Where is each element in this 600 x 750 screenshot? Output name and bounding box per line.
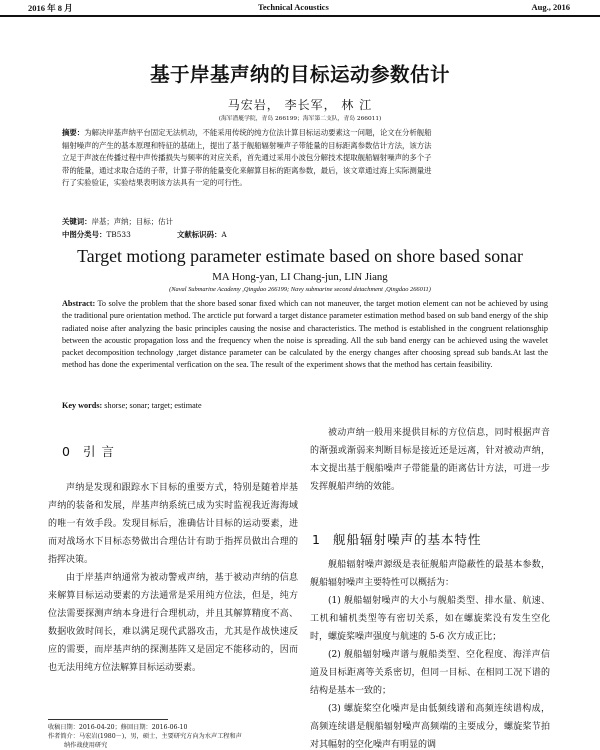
abstract-cn-line: 立足于声波在传播过程中声传播损失与频率的对应关系，首先通过采用小波包分解技术提取舰船辐射噪声的多个子 <box>62 153 432 163</box>
section-heading-0 <box>62 442 115 460</box>
footnote-author: 作者简介：马宏岩(1980－)，男，硕士，主要研究方向为水声工程和声 <box>48 733 242 740</box>
paragraph: (3) 螺旋桨空化噪声是由低频线谱和高频连续谱构成，高频连续谱是舰船辐射噪声高频端的主要成分，螺旋桨节拍对其幅射的空化噪声有明显的调 <box>310 704 550 750</box>
keywords-en-text: shorse; sonar; target; estimate <box>104 401 202 410</box>
doc-code-label: 文献标识码： <box>177 230 222 239</box>
keywords-cn-label: 关键词： <box>62 217 92 226</box>
header-journal: Technical Acoustics <box>258 2 329 12</box>
abstract-en-label: Abstract: <box>62 299 96 308</box>
paragraph: (2) 舰船辐射噪声谱与舰船类型、空化程度、海洋声信道及目标距离等关系密切，但同一目标、在相同工况下谱的结构是基本一致的； <box>310 650 550 696</box>
footnote-received: 收稿日期：2016-04-20；修回日期：2016-06-10 <box>48 724 188 731</box>
section-number-0: 0 <box>62 444 71 459</box>
header-date-en: Aug., 2016 <box>531 2 570 12</box>
keywords-en-label: Key words: <box>62 401 103 410</box>
footnote-rule <box>48 719 168 720</box>
paragraph: 声纳是发现和跟踪水下目标的重要方式，特别是随着岸基声纳的装备和发展，岸基声纳系统已成为实时监视我近海海域的唯一有效手段。发现目标后，准确估计目标的运动要素，进而对战场水下目标态势做出合理估计有助于指挥员做出合理的指挥决策。 <box>48 483 298 565</box>
abstract-cn-line: 为解决岸基声纳平台固定无法机动，不能采用传统的纯方位法计算目标运动要素这一问题，论文在分析舰船 <box>84 128 432 137</box>
header-date: 2016 年 8 月 <box>28 3 73 13</box>
paragraph: 由于岸基声纳通常为被动警戒声纳，基于被动声纳的信息来解算目标运动要素的方法通常是采用纯方位法，但是，纯方位法需要探测声纳本身进行合理机动，并且其解算精度不高、数据收敛时间长，难以满足现代武器攻击，尤其是作战快速反应的需要，而岸基声纳的探测基阵又是固定不能移动的，因而也无法用纯方位法解算目标运动要素。 <box>48 573 298 673</box>
classification-cn <box>62 229 548 240</box>
keywords-cn-text: 岸基；声纳；目标；估计 <box>91 217 173 226</box>
clc-label: 中图分类号： <box>62 230 107 239</box>
paragraph: (1) 舰船辐射噪声的大小与舰船类型、排水量、航速、工机和辅机类型等有密切关系，如在螺旋桨没有发生空化时，螺旋桨噪声强度与航速的 5-6 次方成正比； <box>310 596 550 642</box>
abstract-cn-label: 摘要： <box>62 128 85 137</box>
right-column-intro <box>310 424 550 496</box>
clc-code: TB533 <box>106 230 131 239</box>
section-heading-1 <box>312 530 481 548</box>
running-header <box>0 0 600 14</box>
left-column-body <box>48 479 298 677</box>
footnote-author-cont: 纳作战使用研究 <box>64 742 108 749</box>
abstract-cn-line: 辐射噪声的产生的基本原理和特征的基础上，提出了基于舰船辐射噪声子带能量的目标距离参数估计方法，该方法 <box>62 140 432 150</box>
header-rule <box>0 15 600 17</box>
abstract-en-text: To solve the problem that the shore based sonar fixed which can not maneuver, the target motion element can not be achieved by using the traditional pure orientation method. The arcticle put forward a target distance parameter estimation method based on sub band energy of the ship radiated noise after analyzing the basic principles causing the nosise and characteristics. The method is established in the congruent relationsghip between the acoustic propagation loss and the frequency when the noise is spreading. All the sub band energy can be achieved using the wavelet packet decomposition technology ,target distance parameter can be calculated by the energy changes after choosing spread sub bands.At last the method has done the experimental verfication on the sea. The result of the experiment shows that the method has certain feasibility. <box>62 299 548 370</box>
right-column-body <box>310 556 550 750</box>
section-number-1: 1 <box>312 532 321 547</box>
affiliation-en: (Naval Submarine Academy ,Qingdao 266199; Navy submarine second detachment ,Qingdao 266011) <box>169 286 431 293</box>
paragraph: 被动声纳一般用来提供目标的方位信息，同时根据声音的渐强或渐弱来判断目标是接近还是远离，针对被动声纳，本文提出基于舰船噪声子带能量的距离估计方法，可进一步发挥舰船声纳的效能。 <box>310 428 550 492</box>
abstract-cn-line: 带的能量，通过求取合适的子带，计算子带的能量变化来解算目标的距离参数，最后，该文章通过海上实际测量进 <box>62 165 432 175</box>
paragraph: 舰船辐射噪声源级是表征舰船声隐蔽性的最基本参数，舰船辐射噪声主要特性可以概括为： <box>310 560 550 588</box>
authors-en: MA Hong-yan, LI Chang-jun, LIN Jiang <box>212 271 388 283</box>
doc-code: A <box>221 230 227 239</box>
keywords-cn <box>62 216 548 227</box>
abstract-cn <box>62 127 548 190</box>
section-title-1: 舰船辐射噪声的基本特性 <box>332 532 482 547</box>
affiliation-cn: (海军潜艇学院，青岛 266199；海军第二支队，青岛 266011) <box>218 116 382 122</box>
abstract-en <box>62 298 548 372</box>
authors-cn: 马宏岩， 李长军， 林 江 <box>227 98 373 112</box>
abstract-cn-line: 行了实验验证，实验结果表明该方法具有一定的可行性。 <box>62 178 247 188</box>
paper-title-en: Target motiong parameter estimate based on shore based sonar <box>77 246 523 266</box>
section-title-0: 引 言 <box>82 444 115 459</box>
paper-title-cn: 基于岸基声纳的目标运动参数估计 <box>149 63 450 86</box>
keywords-en <box>62 401 548 410</box>
